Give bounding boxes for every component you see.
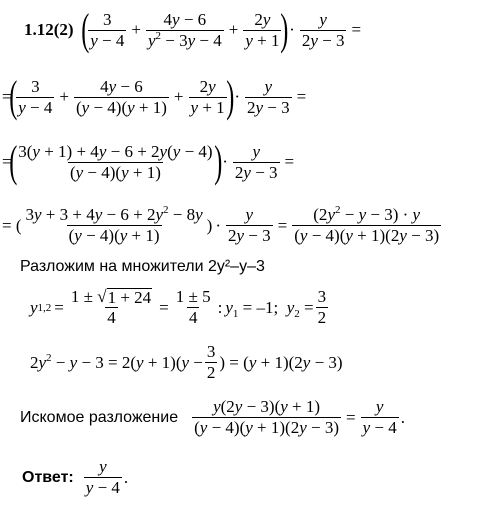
step-4: = ( $\frac{3y + 3 + 4y - 6 + 2y^2 - 8y}{(y - 4)(y + 1)}$ ) · $\frac{y}{2y - 3}$ = $\frac{(2y^2 - y - 3) \cdot y}{(y - 4)(y + 1)(2y - 3)}$ (2, 204, 440, 245)
step-3: = ( $\frac{3(y + 1) + 4y - 6 + 2y(y - 4)}{(y - 4)(y + 1)}$ ) · $\frac{y}{2y - 3}$ = (2, 137, 295, 186)
paren-close: ) (225, 72, 235, 121)
result: Искомое разложение $\frac{y(2y - 3)(y + 1)}{(y - 4)(y + 1)(2y - 3)}$ = $\frac{y}{y - 4}$ . (20, 397, 405, 437)
fraction: $\frac{y}{y - 4}$ (362, 397, 397, 437)
fraction: $\frac{3}{y - 4}$ (18, 76, 53, 117)
answer: Ответ: $\frac{y}{y - 4}$ . (22, 457, 129, 497)
fraction: $\frac{1 \pm 5}{4}$ (175, 287, 211, 327)
fraction: $\frac{3}{y - 4}$ (90, 9, 125, 50)
fraction: $\frac{y}{2y - 3}$ (301, 9, 345, 50)
fraction: $\frac{(2y^2 - y - 3) \cdot y}{(y - 4)(y + 1)(2y - 3)}$ (294, 204, 440, 245)
fraction: $\frac{2y}{y + 1}$ (190, 76, 225, 117)
step-2: = ( $\frac{3}{y - 4}$ + $\frac{4y - 6}{(y - 4)(y + 1)}$ + $\frac{2y}{y + 1}$ ) · $\frac{y}{2y - 3}$ = (2, 72, 307, 121)
fraction: $\frac{4y - 6}{y^2 - 3y - 4}$ (147, 9, 222, 50)
fraction: $\frac{2y}{y + 1}$ (245, 9, 280, 50)
factor-prompt: Разложим на множители 2y²–y–3 (20, 258, 265, 275)
fraction: $\frac{y}{2y - 3}$ (246, 76, 290, 117)
paren-open: ( (80, 5, 89, 54)
factorization: $2y^2 - y - 3 = 2(y + 1)(y$ − $\frac{3}{2}$ ) = (y + 1)(2y − 3) (30, 342, 343, 382)
fraction: $\frac{3(y + 1) + 4y - 6 + 2y(y - 4)}{(y - 4)(y + 1)}$ (18, 141, 213, 182)
fraction: $\frac{y}{2y - 3}$ (228, 205, 271, 245)
fraction: $\frac{3}{2}$ (317, 287, 327, 327)
step-1: 1.12(2) ( $\frac{3}{y - 4}$ + $\frac{4y - 6}{y^2 - 3y - 4}$ + $\frac{2y}{y + 1}$ ) · $\frac{y}{2y - 3}$ = (24, 5, 362, 54)
problem-number: 1.12(2) (24, 20, 74, 39)
answer-label: Ответ: (22, 468, 74, 486)
fraction: $\frac{3}{2}$ (206, 342, 216, 382)
fraction: 1 ± √ 1 + 24 4 (70, 287, 152, 327)
paren-open: ( (8, 72, 17, 121)
paren-open: ( (8, 137, 17, 186)
fraction: $\frac{y}{2y - 3}$ (234, 141, 278, 182)
paren-close: ) (213, 137, 222, 186)
fraction: $\frac{3y + 3 + 4y - 6 + 2y^2 - 8y}{(y - 4)(y + 1)}$ (25, 204, 203, 245)
fraction: $\frac{y}{y - 4}$ (85, 457, 120, 497)
roots: y 1,2 = 1 ± √ 1 + 24 4 = $\frac{1 \pm 5}{4}$ : $y_1 = -1$; $y_2$ = $\frac{3}{2}$ (30, 287, 327, 327)
paren-close: ) (280, 5, 289, 54)
fraction: $\frac{4y - 6}{(y - 4)(y + 1)}$ (75, 76, 167, 117)
fraction: $\frac{y(2y - 3)(y + 1)}{(y - 4)(y + 1)(2y - 3)}$ (194, 397, 340, 437)
